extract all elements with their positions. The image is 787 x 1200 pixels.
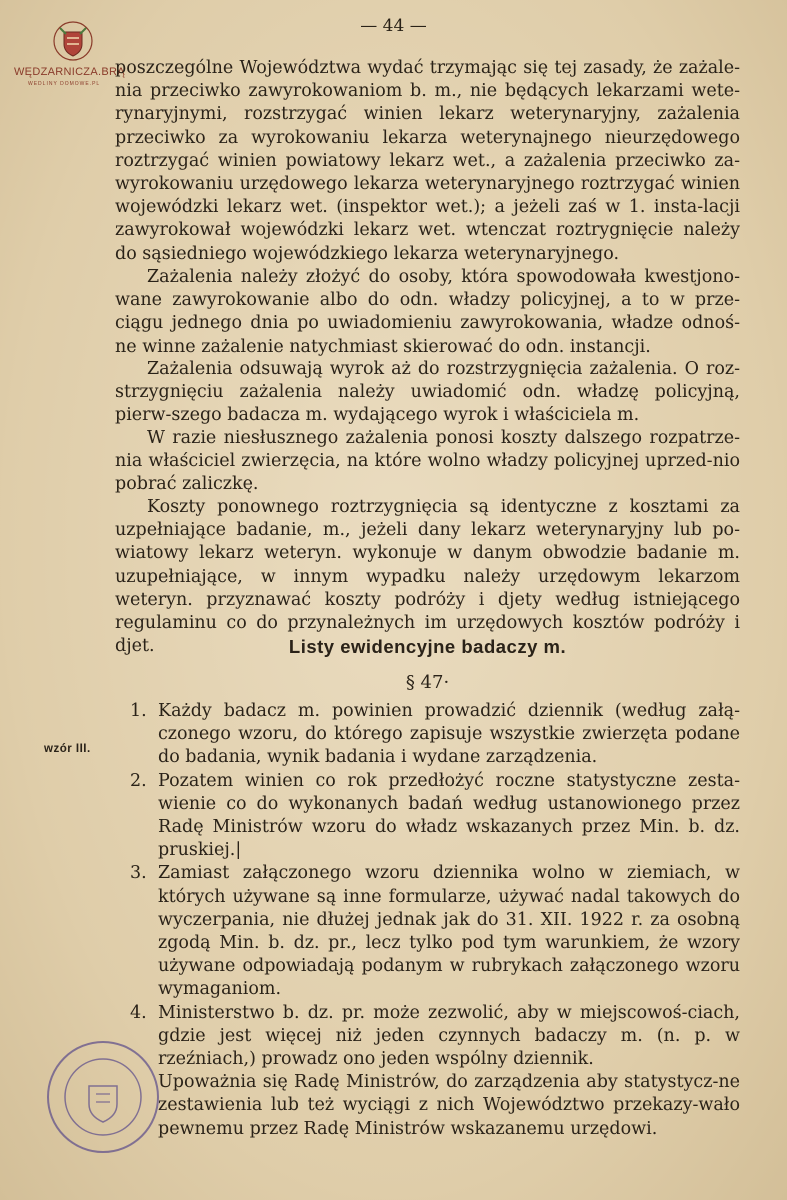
library-stamp-icon <box>44 1038 162 1156</box>
list-item-number: 1. <box>130 701 147 721</box>
list-item-text: Upoważnia się Radę Ministrów, do zarządzenia aby statystycz-ne zestawienia lub też wyciągi z nich Województwo przekazy-wało pewnemu przez Radę Ministrów wskazanemu urzędowi. <box>158 1072 740 1139</box>
margin-note: wzór III. <box>44 743 91 755</box>
paragraph-text: Zażalenia należy złożyć do osoby, która spowodowała kwestjono-wane zawyrokowanie albo do odn. władzy policyjnej, a to w prze-ciągu jednego dnia po uwiadomieniu zawyrokowania, władze odnoś-ne winne zażalenie natychmiast skierować do odn. instancji. <box>115 267 740 357</box>
paragraph-text: W razie niesłusznego zażalenia ponosi koszty dalszego rozpatrze-nia właściciel zwierzęcia, na które wolno władzy policyjnej uprzed-nio pobrać zaliczkę. <box>115 428 740 495</box>
paragraph-2 <box>115 266 740 359</box>
paragraph-text: Zażalenia odsuwają wyrok aż do rozstrzygnięcia zażalenia. O roz-strzygnięciu zażalenia należy uwiadomić odn. władzę policyjną, pierw-szego badacza m. wydającego wyrok i właściciela m. <box>115 359 740 426</box>
paragraph-text: poszczególne Województwa wydać trzymając się tej zasady, że zażale-nia przeciwko zawyrokowaniom b. m., nie będących lekarzami wete-rynaryjnymi, rozstrzygać winien lekarz weterynaryjny, zażalenia przeciwko za wyrokowaniu lekarza weterynajnego nieurzędowego roztrzygać winien powiatowy lekarz wet., a zażalenia przeciwko za-wyrokowaniu urzędowego lekarza weterynaryjnego roztrzygać winien wojewódzki lekarz wet. (inspektor wet.); a jeżeli zaś w 1. insta-lacji zawyrokował wojewódzki lekarz wet. wtenczat roztrygnięcie należy do sąsiedniego wojewódzkiego lekarza weterynaryjnego. <box>115 58 740 264</box>
section-number: § 47· <box>405 672 450 693</box>
numbered-list <box>130 700 740 1141</box>
list-item-text: Pozatem winien co rok przedłożyć roczne statystyczne zesta-wienie co do wykonanych badań według ustanowionego przez Radę Ministrów wzoru do władz wskazanych przez Min. b. dz. pruskiej.| <box>158 770 740 861</box>
paragraph-text: Koszty ponownego roztrzygnięcia są identyczne z kosztami za uzpełniające badanie, m., jeżeli dany lekarz weterynaryjny lub po-wiatowy lekarz weteryn. wykonuje w danym obwodzie badanie m. uzupełniające, w innym wypadku należy urzędowym lekarzom weteryn. przyznawać koszty podróży i djety według istniejącego regulaminu co do przynależnych im urzędowych kosztów podróży i djet. <box>115 497 740 657</box>
paragraph-5 <box>115 496 740 658</box>
paragraph-3 <box>115 358 740 428</box>
list-item <box>130 770 740 863</box>
page-number: — 44 — <box>360 16 427 36</box>
list-item-text: Zamiast załączonego wzoru dziennika wolno w ziemiach, w których używane są inne formularze, używać nadal takowych do wyczerpania, nie dłużej jednak jak do 31. XII. 1922 r. za osobną zgodą Min. b. dz. pr., lecz tylko pod tym warunkiem, że wzory używane odpowiadają podanym w rubrykach załączonego wzoru wymaganiom. <box>158 863 740 1000</box>
list-item-text: Każdy badacz m. powinien prowadzić dziennik (według załą-czonego wzoru, do którego zapisuje wszystkie zwierzęta podane do badania, wynik badania i wydane zarządzenia. <box>158 701 740 768</box>
list-item <box>130 862 740 1001</box>
paragraph-1 <box>115 57 740 266</box>
section-heading: Listy ewidencyjne badaczy m. <box>288 636 567 657</box>
list-item-number: 2. <box>130 770 147 791</box>
paragraph-4 <box>115 427 740 497</box>
list-item <box>130 700 740 770</box>
list-item-number: 4. <box>130 1002 147 1023</box>
list-item-text: Ministerstwo b. dz. pr. może zezwolić, aby w miejscowoś-ciach, gdzie jest więcej niż jeden czynnych badaczy m. (n. p. w rzeźniach,) prowadz ono jeden wspólny dziennik. <box>158 1002 740 1070</box>
watermark-logo-text: WĘDZARNICZA.BRĄ <box>14 66 125 78</box>
list-item <box>130 1071 740 1141</box>
list-item-number: 3. <box>130 863 147 884</box>
list-item <box>130 1002 740 1072</box>
watermark-logo-subtext: WEDLINY DOMOWE.PL <box>28 81 101 87</box>
